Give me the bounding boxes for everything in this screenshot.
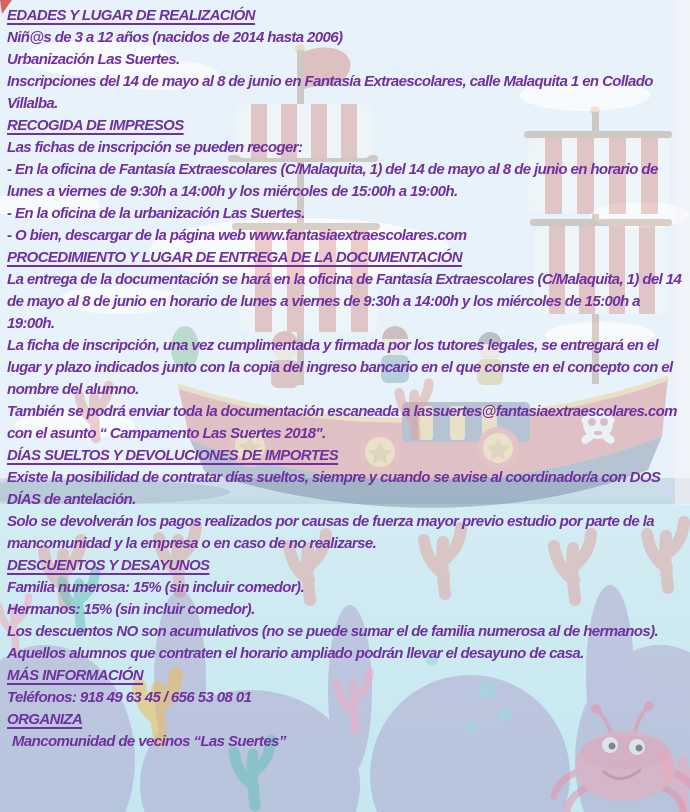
section-paragraph: - En la oficina de Fantasía Extraescolares (C/Malaquita, 1) del 14 de mayo al 8 de junio en horario de lunes a viernes de 9:30h a 14:00h y los miércoles de 15:00h a 19:00h. [7,161,658,200]
section-dias-sueltos [7,445,690,555]
section-procedimiento [7,247,690,445]
section-paragraph: Hermanos: 15% (sin incluir comedor). [7,601,255,618]
section-heading: DÍAS SUELTOS Y DEVOLUCIONES DE IMPORTES [7,447,339,464]
section-paragraph: Existe la posibilidad de contratar días sueltos, siempre y cuando se avise al coordinador/a con DOS DÍAS de antelación. [7,469,661,508]
section-paragraph: - En la oficina de la urbanización Las Suertes. [7,205,305,222]
section-paragraph: La ficha de inscripción, una vez cumplimentada y firmada por los tutores legales, se entregará en el lugar y plazo indicados junto con la copia del ingreso bancario en el que conste en el concepto con el nombre del alumno. [7,337,673,398]
section-heading: EDADES Y LUGAR DE REALIZACIÓN [7,7,255,24]
section-paragraph: Urbanización Las Suertes. [7,51,180,68]
section-paragraph: - O bien, descargar de la página web www.fantasiaextraescolares.com [7,227,467,244]
section-heading: MÁS INFORMACIÓN [7,667,143,684]
section-recogida [7,115,690,247]
section-descuentos [7,555,690,665]
section-paragraph: Familia numerosa: 15% (sin incluir comedor). [7,579,305,596]
section-paragraph: Aquellos alumnos que contraten el horario ampliado podrán llevar el desayuno de casa. [7,645,584,662]
section-paragraph: Niñ@s de 3 a 12 años (nacidos de 2014 hasta 2006) [7,29,343,46]
section-paragraph: Inscripciones del 14 de mayo al 8 de junio en Fantasía Extraescolares, calle Malaquita 1 en Collado Villalba. [7,73,653,112]
section-paragraph: Los descuentos NO son acumulativos (no se puede sumar el de familia numerosa al de hermanos). [7,623,659,640]
section-paragraph: La entrega de la documentación se hará en la oficina de Fantasía Extraescolares (C/Malaquita, 1) del 14 de mayo al 8 de junio en horario de lunes a viernes de 9:30h a 14:00h y los miércoles de 15:00h a 19:00h. [7,271,682,332]
section-paragraph: Las fichas de inscripción se pueden recoger: [7,139,303,156]
section-edades [7,5,690,115]
section-heading: RECOGIDA DE IMPRESOS [7,117,184,134]
section-paragraph: Teléfonos: 918 49 63 45 / 656 53 08 01 [7,689,252,706]
section-heading: ORGANIZA [7,711,83,728]
section-paragraph: Solo se devolverán los pagos realizados por causas de fuerza mayor previo estudio por parte de la mancomunidad y la empresa o en caso de no realizarse. [7,513,655,552]
section-heading: PROCEDIMIENTO Y LUGAR DE ENTREGA DE LA DOCUMENTACIÓN [7,249,462,266]
section-organiza [7,709,690,753]
section-mas-informacion [7,665,690,709]
section-paragraph: Mancomunidad de vecinos “Las Suertes” [12,733,286,750]
section-heading: DESCUENTOS Y DESAYUNOS [7,557,210,574]
section-paragraph: También se podrá enviar toda la documentación escaneada a lassuertes@fantasiaextraescolares.com con el asunto “ Campamento Las Suertes 2018". [7,403,677,442]
